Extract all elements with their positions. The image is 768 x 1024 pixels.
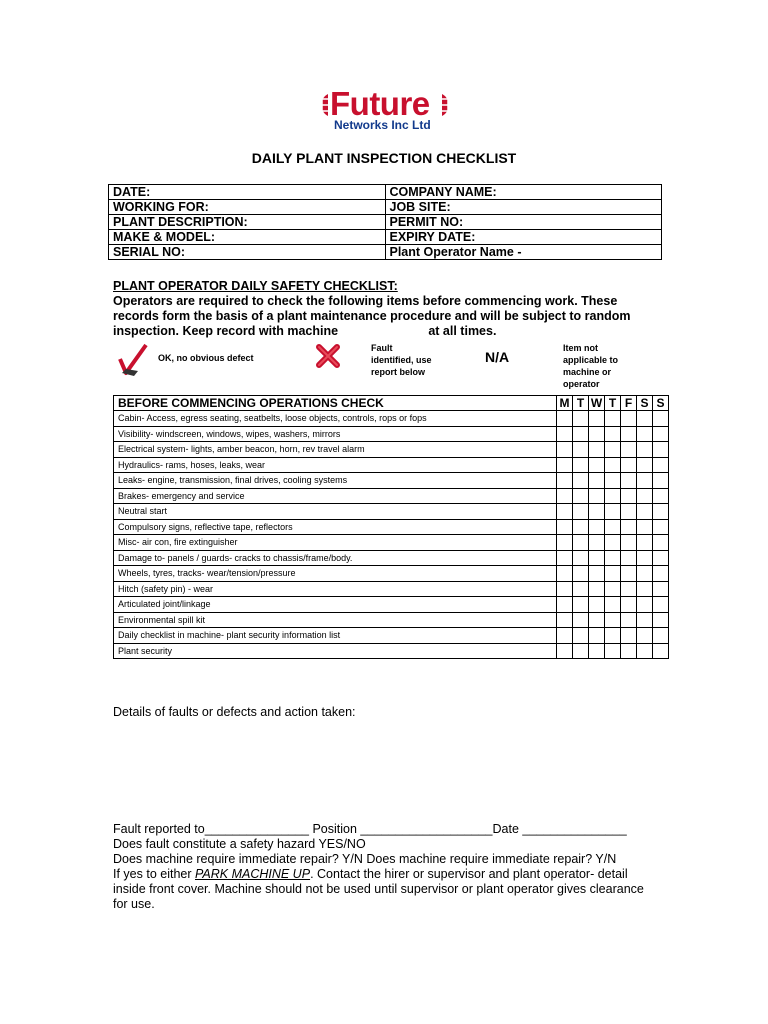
legend-na-label	[563, 342, 618, 390]
cross-icon	[316, 344, 340, 368]
day-check-cell[interactable]	[637, 519, 653, 535]
section-instructions	[113, 294, 653, 339]
day-check-cell[interactable]	[605, 504, 621, 520]
day-check-cell[interactable]	[621, 519, 637, 535]
day-check-cell[interactable]	[653, 628, 669, 644]
day-check-cell[interactable]	[605, 535, 621, 551]
day-check-cell[interactable]	[573, 411, 589, 427]
day-check-cell[interactable]	[621, 612, 637, 628]
day-check-cell[interactable]	[589, 488, 605, 504]
day-check-cell[interactable]	[573, 535, 589, 551]
table-row	[114, 628, 669, 644]
day-check-cell[interactable]	[557, 643, 573, 659]
day-check-cell[interactable]	[557, 426, 573, 442]
instruction-line: inspection. Keep record with machine at all times.	[113, 324, 497, 338]
day-check-cell[interactable]	[573, 597, 589, 613]
day-check-cell[interactable]	[605, 612, 621, 628]
day-check-cell[interactable]	[621, 566, 637, 582]
checklist-item-label: Wheels, tyres, tracks- wear/tension/pressure	[114, 566, 557, 582]
legend-line: applicable to	[563, 355, 619, 365]
day-check-cell[interactable]	[573, 519, 589, 535]
logo-wordmark: Future	[330, 85, 430, 122]
day-check-cell[interactable]	[621, 457, 637, 473]
day-check-cell[interactable]	[653, 473, 669, 489]
day-check-cell[interactable]	[637, 581, 653, 597]
repair-question: Does machine require immediate repair? Y/N Does machine require immediate repair? Y/N	[113, 852, 617, 866]
day-check-cell[interactable]	[637, 550, 653, 566]
day-header: T	[605, 396, 621, 411]
day-check-cell[interactable]	[557, 504, 573, 520]
day-check-cell[interactable]	[621, 597, 637, 613]
day-check-cell[interactable]	[621, 411, 637, 427]
day-check-cell[interactable]	[653, 488, 669, 504]
table-row	[114, 581, 669, 597]
table-row	[109, 245, 662, 260]
table-row	[114, 504, 669, 520]
info-field-label[interactable]: SERIAL NO:	[109, 245, 386, 260]
legend-line: report below	[371, 367, 426, 377]
day-check-cell[interactable]	[605, 550, 621, 566]
day-check-cell[interactable]	[573, 442, 589, 458]
day-check-cell[interactable]	[621, 426, 637, 442]
day-check-cell[interactable]	[573, 612, 589, 628]
legend-line: machine or	[563, 367, 612, 377]
checklist-table	[113, 395, 669, 659]
fault-reported-line[interactable]: Fault reported to_______________ Position ___________________Date _______________	[113, 822, 627, 836]
day-check-cell[interactable]	[573, 488, 589, 504]
checklist-item-label: Electrical system- lights, amber beacon, horn, rev travel alarm	[114, 442, 557, 458]
day-check-cell[interactable]	[589, 581, 605, 597]
day-check-cell[interactable]	[605, 566, 621, 582]
day-check-cell[interactable]	[557, 597, 573, 613]
table-row	[114, 519, 669, 535]
fault-report-section	[113, 822, 673, 912]
day-check-cell[interactable]	[621, 643, 637, 659]
day-header: F	[621, 396, 637, 411]
day-check-cell[interactable]	[621, 550, 637, 566]
day-check-cell[interactable]	[557, 581, 573, 597]
checklist-item-label: Neutral start	[114, 504, 557, 520]
day-check-cell[interactable]	[653, 550, 669, 566]
table-row	[114, 550, 669, 566]
table-row	[114, 566, 669, 582]
day-check-cell[interactable]	[621, 504, 637, 520]
day-check-cell[interactable]	[637, 488, 653, 504]
checklist-header: BEFORE COMMENCING OPERATIONS CHECK	[114, 396, 557, 411]
checklist-item-label: Leaks- engine, transmission, final drives, cooling systems	[114, 473, 557, 489]
checklist-item-label: Cabin- Access, egress seating, seatbelts, loose objects, controls, rops or fops	[114, 411, 557, 427]
park-machine-emphasis: PARK MACHINE UP	[194, 867, 311, 881]
day-check-cell[interactable]	[573, 426, 589, 442]
day-check-cell[interactable]	[605, 426, 621, 442]
instruction-line: Operators are required to check the following items before commencing work. These	[113, 294, 618, 308]
page-title: DAILY PLANT INSPECTION CHECKLIST	[251, 150, 517, 166]
day-check-cell[interactable]	[637, 628, 653, 644]
checklist-item-label: Hydraulics- rams, hoses, leaks, wear	[114, 457, 557, 473]
table-row	[114, 597, 669, 613]
info-field-label[interactable]: EXPIRY DATE:	[385, 230, 662, 245]
day-check-cell[interactable]	[637, 566, 653, 582]
info-field-label[interactable]: MAKE & MODEL:	[109, 230, 386, 245]
day-check-cell[interactable]	[589, 473, 605, 489]
day-check-cell[interactable]	[621, 628, 637, 644]
logo-subtitle: Networks Inc Ltd	[334, 118, 431, 132]
checklist-item-label: Brakes- emergency and service	[114, 488, 557, 504]
table-row	[114, 426, 669, 442]
day-check-cell[interactable]	[605, 411, 621, 427]
day-check-cell[interactable]	[653, 581, 669, 597]
day-check-cell[interactable]	[589, 566, 605, 582]
day-check-cell[interactable]	[589, 612, 605, 628]
day-check-cell[interactable]	[605, 628, 621, 644]
day-check-cell[interactable]	[653, 457, 669, 473]
day-check-cell[interactable]	[653, 411, 669, 427]
table-row	[114, 442, 669, 458]
safety-hazard-question: Does fault constitute a safety hazard YES/NO	[113, 837, 366, 851]
day-check-cell[interactable]	[589, 411, 605, 427]
legend-line: identified, use	[371, 355, 432, 365]
day-check-cell[interactable]	[589, 426, 605, 442]
globe-left-icon	[308, 92, 330, 118]
day-check-cell[interactable]	[589, 535, 605, 551]
day-header: S	[637, 396, 653, 411]
checklist-item-label: Daily checklist in machine- plant security information list	[114, 628, 557, 644]
day-check-cell[interactable]	[653, 535, 669, 551]
day-check-cell[interactable]	[605, 519, 621, 535]
globe-right-icon	[440, 92, 462, 118]
day-check-cell[interactable]	[573, 457, 589, 473]
legend-ok-label: OK, no obvious defect	[158, 353, 254, 363]
day-check-cell[interactable]	[557, 535, 573, 551]
day-check-cell[interactable]	[621, 488, 637, 504]
day-check-cell[interactable]	[653, 519, 669, 535]
day-check-cell[interactable]	[621, 581, 637, 597]
instruction-text: . Contact the hirer or supervisor and plant operator- detail	[310, 867, 628, 881]
day-check-cell[interactable]	[637, 426, 653, 442]
info-field-label[interactable]: DATE:	[109, 185, 386, 200]
day-check-cell[interactable]	[557, 488, 573, 504]
legend-fault-label	[371, 342, 432, 378]
day-check-cell[interactable]	[637, 612, 653, 628]
table-row	[114, 612, 669, 628]
day-check-cell[interactable]	[573, 628, 589, 644]
day-check-cell[interactable]	[557, 457, 573, 473]
day-header: S	[653, 396, 669, 411]
table-row	[109, 230, 662, 245]
day-check-cell[interactable]	[589, 442, 605, 458]
table-row	[114, 643, 669, 659]
day-check-cell[interactable]	[621, 535, 637, 551]
company-logo	[308, 85, 468, 138]
info-field-label[interactable]: Plant Operator Name -	[385, 245, 662, 260]
day-check-cell[interactable]	[557, 473, 573, 489]
day-check-cell[interactable]	[653, 566, 669, 582]
day-check-cell[interactable]	[637, 411, 653, 427]
section-heading: PLANT OPERATOR DAILY SAFETY CHECKLIST:	[113, 279, 398, 293]
day-header: M	[557, 396, 573, 411]
day-check-cell[interactable]	[637, 442, 653, 458]
day-check-cell[interactable]	[637, 597, 653, 613]
info-field-label[interactable]: WORKING FOR:	[109, 200, 386, 215]
table-row	[114, 411, 669, 427]
day-check-cell[interactable]	[605, 581, 621, 597]
checklist-item-label: Damage to- panels / guards- cracks to chassis/frame/body.	[114, 550, 557, 566]
day-check-cell[interactable]	[557, 628, 573, 644]
checklist-item-label: Environmental spill kit	[114, 612, 557, 628]
details-label: Details of faults or defects and action taken:	[113, 705, 356, 719]
day-check-cell[interactable]	[605, 643, 621, 659]
table-row	[109, 185, 662, 200]
day-check-cell[interactable]	[557, 442, 573, 458]
checklist-item-label: Plant security	[114, 643, 557, 659]
day-check-cell[interactable]	[557, 612, 573, 628]
day-check-cell[interactable]	[557, 519, 573, 535]
info-table	[108, 184, 662, 260]
day-check-cell[interactable]	[573, 581, 589, 597]
day-check-cell[interactable]	[637, 473, 653, 489]
day-check-cell[interactable]	[653, 597, 669, 613]
instruction-line: inside front cover. Machine should not be used until supervisor or plant operator gives clearance	[113, 882, 644, 896]
day-check-cell[interactable]	[653, 504, 669, 520]
day-check-cell[interactable]	[653, 612, 669, 628]
day-check-cell[interactable]	[621, 442, 637, 458]
checklist-item-label: Visibility- windscreen, windows, wipes, washers, mirrors	[114, 426, 557, 442]
legend-line: Fault	[371, 343, 393, 353]
checklist-item-label: Articulated joint/linkage	[114, 597, 557, 613]
day-check-cell[interactable]	[653, 426, 669, 442]
table-row	[114, 535, 669, 551]
info-field-label[interactable]: COMPANY NAME:	[385, 185, 662, 200]
day-check-cell[interactable]	[589, 597, 605, 613]
day-check-cell[interactable]	[573, 643, 589, 659]
checklist-header-row	[114, 396, 669, 411]
instruction-line: records form the basis of a plant maintenance procedure and will be subject to random	[113, 309, 631, 323]
legend-line: operator	[563, 379, 600, 389]
day-check-cell[interactable]	[637, 535, 653, 551]
table-row	[114, 488, 669, 504]
legend-na-symbol: N/A	[485, 349, 510, 365]
day-check-cell[interactable]	[573, 566, 589, 582]
checklist-item-label: Misc- air con, fire extinguisher	[114, 535, 557, 551]
day-check-cell[interactable]	[605, 488, 621, 504]
day-check-cell[interactable]	[589, 519, 605, 535]
info-field-label[interactable]: PLANT DESCRIPTION:	[109, 215, 386, 230]
day-check-cell[interactable]	[605, 597, 621, 613]
day-check-cell[interactable]	[637, 504, 653, 520]
instruction-line	[113, 867, 673, 882]
table-row	[114, 457, 669, 473]
instruction-text: If yes to either	[113, 867, 195, 881]
legend-line: Item not	[563, 343, 598, 353]
day-check-cell[interactable]	[589, 504, 605, 520]
day-check-cell[interactable]	[573, 504, 589, 520]
info-field-label[interactable]: PERMIT NO:	[385, 215, 662, 230]
table-row	[109, 215, 662, 230]
day-check-cell[interactable]	[589, 628, 605, 644]
day-check-cell[interactable]	[605, 473, 621, 489]
day-check-cell[interactable]	[589, 550, 605, 566]
day-check-cell[interactable]	[605, 442, 621, 458]
day-check-cell[interactable]	[589, 643, 605, 659]
day-check-cell[interactable]	[557, 550, 573, 566]
day-header: W	[589, 396, 605, 411]
day-check-cell[interactable]	[653, 643, 669, 659]
day-check-cell[interactable]	[637, 457, 653, 473]
day-check-cell[interactable]	[621, 473, 637, 489]
day-check-cell[interactable]	[557, 411, 573, 427]
checklist-item-label: Hitch (safety pin) - wear	[114, 581, 557, 597]
day-header: T	[573, 396, 589, 411]
day-check-cell[interactable]	[573, 550, 589, 566]
day-check-cell[interactable]	[557, 566, 573, 582]
day-check-cell[interactable]	[605, 457, 621, 473]
day-check-cell[interactable]	[573, 473, 589, 489]
day-check-cell[interactable]	[589, 457, 605, 473]
day-check-cell[interactable]	[653, 442, 669, 458]
checkmark-icon	[116, 343, 148, 377]
day-check-cell[interactable]	[637, 643, 653, 659]
checklist-item-label: Compulsory signs, reflective tape, reflectors	[114, 519, 557, 535]
info-field-label[interactable]: JOB SITE:	[385, 200, 662, 215]
instruction-line: for use.	[113, 897, 155, 911]
table-row	[114, 473, 669, 489]
table-row	[109, 200, 662, 215]
